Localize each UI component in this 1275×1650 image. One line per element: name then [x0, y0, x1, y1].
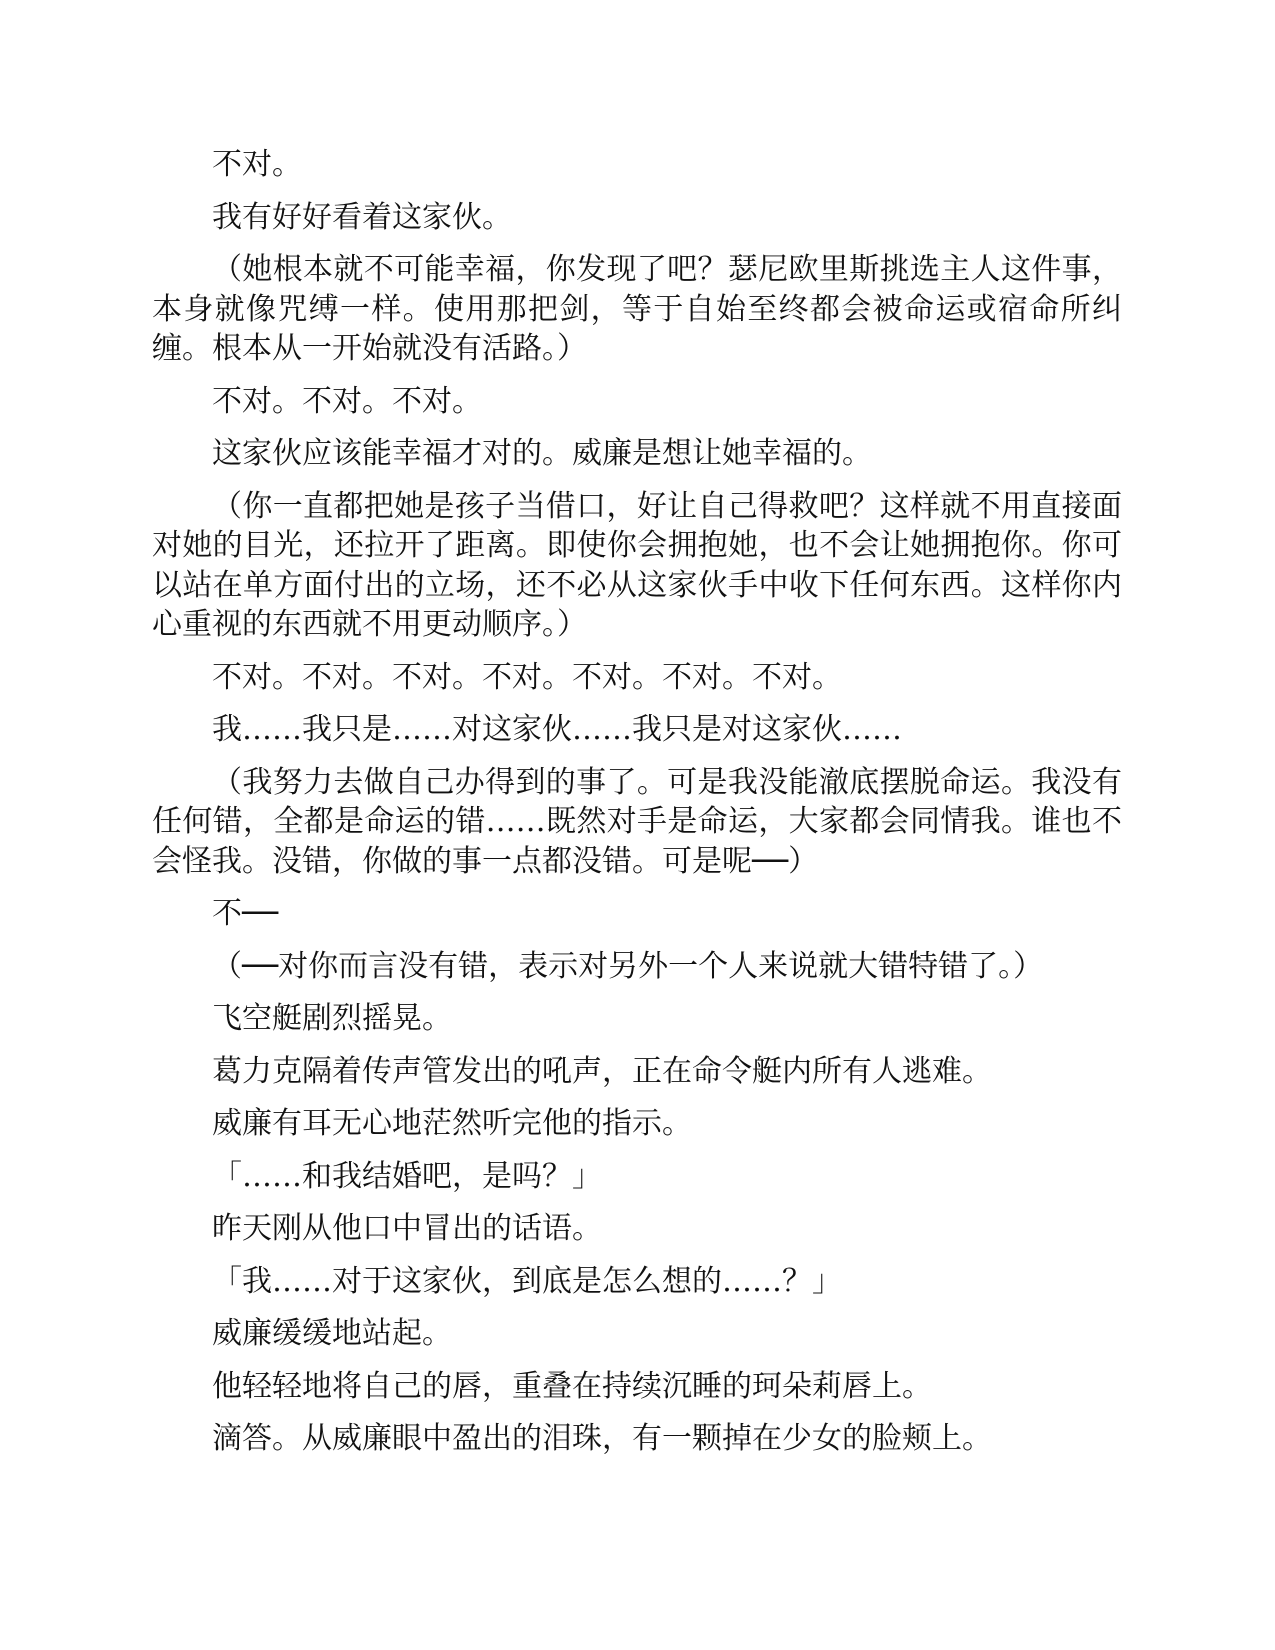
- paragraph: 我有好好看着这家伙。: [212, 199, 512, 235]
- paragraph: 不对。: [212, 147, 302, 182]
- paragraph: 这家伙应该能幸福才对的。威廉是想让她幸福的。: [212, 436, 872, 471]
- paragraph: 我……我只是……对这家伙……我只是对这家伙……: [212, 712, 902, 747]
- paragraph: 昨天刚从他口中冒出的话语。: [212, 1211, 602, 1246]
- paragraph: 威廉缓缓地站起。: [212, 1316, 452, 1351]
- paragraph: 不──: [212, 896, 279, 931]
- paragraph: 「……和我结婚吧，是吗？」: [212, 1158, 602, 1194]
- paragraph: 「我……对于这家伙，到底是怎么想的……？」: [212, 1263, 842, 1299]
- paragraph: （──对你而言没有错，表示对另外一个人来说就大错特错了。）: [212, 948, 1044, 984]
- paragraph: 他轻轻地将自己的唇，重叠在持续沉睡的珂朵莉唇上。: [212, 1368, 932, 1404]
- paragraph: 葛力克隔着传声管发出的吼声，正在命令艇内所有人逃难。: [212, 1053, 992, 1089]
- paragraph: 不对。不对。不对。不对。不对。不对。不对。: [212, 659, 842, 695]
- paragraph: 飞空艇剧烈摇晃。: [212, 1001, 452, 1036]
- document-page: [152, 145, 1122, 1472]
- paragraph: （你一直都把她是孩子当借口，好让自己得救吧？这样就不用直接面对她的目光，还拉开了距离。即使你会拥抱她，也不会让她拥抱你。你可以站在单方面付出的立场，还不必从这家伙手中收下任何东西。这样你内心重视的东西就不用更动顺序。）: [152, 488, 1122, 642]
- paragraph: （我努力去做自己办得到的事了。可是我没能澈底摆脱命运。我没有任何错，全都是命运的错……既然对手是命运，大家都会同情我。谁也不会怪我。没错，你做的事一点都没错。可是呢──）: [152, 764, 1122, 879]
- paragraph: 滴答。从威廉眼中盈出的泪珠，有一颗掉在少女的脸颊上。: [212, 1421, 992, 1456]
- paragraph: 威廉有耳无心地茫然听完他的指示。: [212, 1106, 692, 1141]
- paragraph: 不对。不对。不对。: [212, 383, 482, 419]
- paragraph: （她根本就不可能幸福，你发现了吧？瑟尼欧里斯挑选主人这件事，本身就像咒缚一样。使用那把剑，等于自始至终都会被命运或宿命所纠缠。根本从一开始就没有活路。）: [152, 252, 1122, 366]
